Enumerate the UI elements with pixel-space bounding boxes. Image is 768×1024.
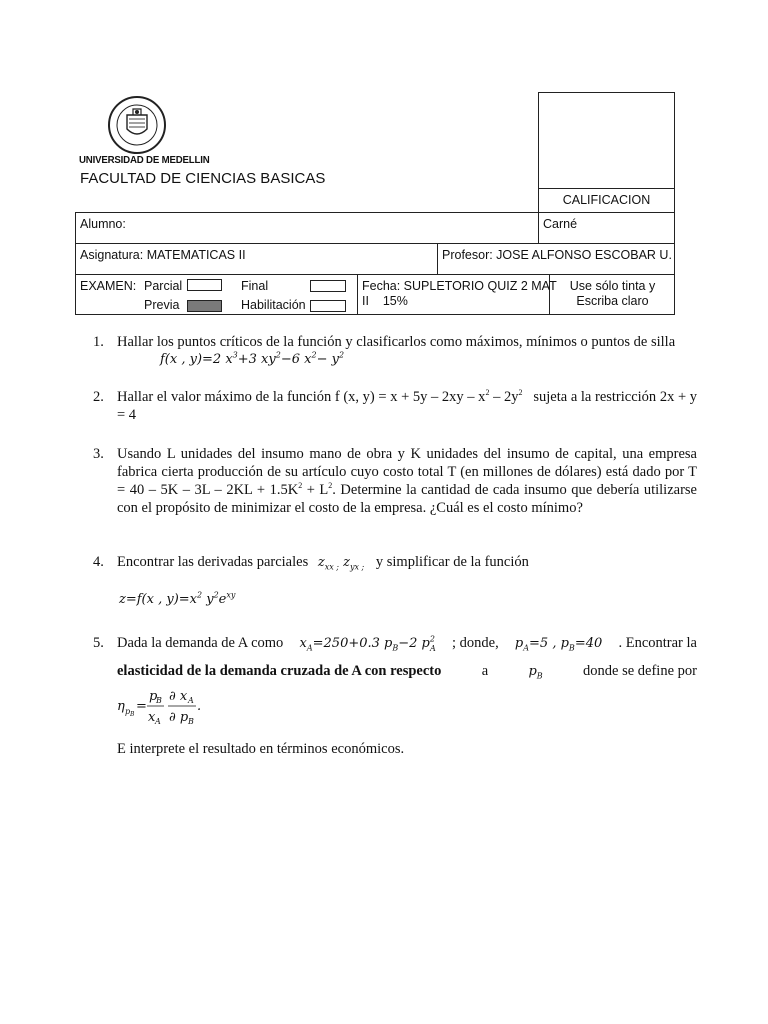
question-text: Hallar el valor máximo de la función f (x, $y) = x + 5y - 2xy - x^2 - 2y^2$ sujeta a la restricción 2x + y = 4 (117, 388, 701, 423)
subject-divider (437, 243, 438, 275)
svg-text:p: p (149, 689, 158, 704)
svg-text:B: B (130, 711, 135, 718)
svg-text:A: A (188, 696, 194, 705)
previa-checkbox[interactable] (187, 300, 222, 312)
question-number: 5. (93, 635, 104, 651)
question-1 (93, 333, 697, 373)
svg-text:.: . (197, 699, 202, 714)
university-seal-icon (107, 95, 167, 155)
id-label: Carné (543, 217, 578, 231)
question-text: Dada la demanda de A como $x_A=250+0.3$ $p_B-2$ $p^2_A$ ; donde, $p_A=5$ , $p_B=40$ . Encontrar la elasticidad de la demanda cruzada de A con respecto a $p_B$ donde se define por (117, 634, 697, 681)
svg-text:B: B (156, 696, 162, 705)
faculty-title: FACULTAD DE CIENCIAS BASICAS (80, 170, 326, 187)
ink-note-line1: Use sólo tinta y (569, 279, 656, 293)
student-label: Alumno: (80, 217, 126, 231)
svg-text:A: A (155, 717, 161, 726)
elasticity-formula (117, 686, 227, 726)
svg-text:=: = (136, 699, 147, 714)
student-divider (538, 212, 539, 244)
teacher-label: Profesor: JOSE ALFONSO ESCOBAR U. (442, 248, 672, 262)
question-number: 1. (93, 334, 104, 350)
partial-checkbox[interactable] (187, 279, 222, 291)
question-5 (93, 634, 697, 764)
question-2 (93, 388, 701, 428)
question-text: Usando L unidades del insumo mano de obra y K unidades del insumo de capital, una empresa fabrica cierta producción de su artículo cuyo costo total T (en millones de dólares) está dado por $T = 40 - 5K - 3L - 2KL + 1.5K^2 + L^2$. Determine la cantidad de cada insumo que debería utilizarse con el propósito de minimizar el costo de la empresa. ¿Cuál es el costo mínimo? (117, 446, 697, 516)
question-number: 3. (93, 446, 104, 462)
question-number: 4. (93, 554, 104, 570)
grade-label: CALIFICACION (562, 193, 651, 207)
demand-formula: $x_A=250+0.3$ $p_B-2$ $p^2_A$ (299, 634, 436, 653)
question-number: 2. (93, 389, 104, 405)
grade-label-cell (538, 188, 675, 213)
svg-text:p: p (125, 707, 131, 716)
university-logo (79, 95, 210, 167)
partial-derivatives-formula: $z_{xx ;}$ $z_{yx ;}$ (317, 555, 365, 572)
svg-text:η: η (117, 699, 125, 714)
svg-text:B: B (188, 717, 194, 726)
university-name: UNIVERSIDAD DE MEDELLIN (79, 154, 210, 166)
final-checkbox[interactable] (310, 280, 346, 292)
svg-text:∂ x: ∂ x (169, 689, 188, 704)
question-4 (93, 553, 697, 613)
ink-note-line2: Escriba claro (576, 294, 649, 308)
date-label-line2: II 15% (362, 294, 408, 308)
function-formula: z=f(x , $y)=x^2$ $y^2e^{xy}$ (119, 590, 236, 607)
bold-phrase: elasticidad de la demanda cruzada de A con respecto (117, 663, 442, 679)
price-values-formula: $p_A=5$ , $p_B=40$ (514, 636, 603, 653)
final-label: Final (241, 279, 269, 293)
function-formula: f(x , y)=2 $x^3+3$ $xy^2-6$ $x^2- y^2$ (160, 350, 345, 367)
svg-text:x: x (148, 710, 156, 725)
svg-text:∂ p: ∂ p (169, 710, 189, 725)
exam-label: EXAMEN: (80, 279, 137, 293)
question-text: Hallar los puntos críticos de la función y clasificarlos como máximos, mínimos o puntos de silla (117, 334, 676, 350)
exam-divider-1 (357, 274, 358, 315)
date-label-line1: Fecha: SUPLETORIO QUIZ 2 MAT (362, 279, 557, 293)
price-b-symbol: $p_B$ (528, 664, 543, 681)
subject-label: Asignatura: MATEMATICAS II (80, 248, 246, 262)
question-text: Encontrar las derivadas parciales $z_{xx ;}$ $z_{yx ;}$ y simplificar de la función (117, 554, 529, 572)
previa-label: Previa (144, 298, 180, 312)
habilitacion-label: Habilitación (241, 298, 306, 312)
habilitacion-checkbox[interactable] (310, 300, 346, 312)
question-3 (93, 445, 697, 521)
partial-label: Parcial (144, 279, 183, 293)
grade-box[interactable] (538, 92, 675, 189)
closing-text: E interprete el resultado en términos económicos. (117, 741, 405, 757)
student-name-field[interactable] (75, 212, 539, 244)
